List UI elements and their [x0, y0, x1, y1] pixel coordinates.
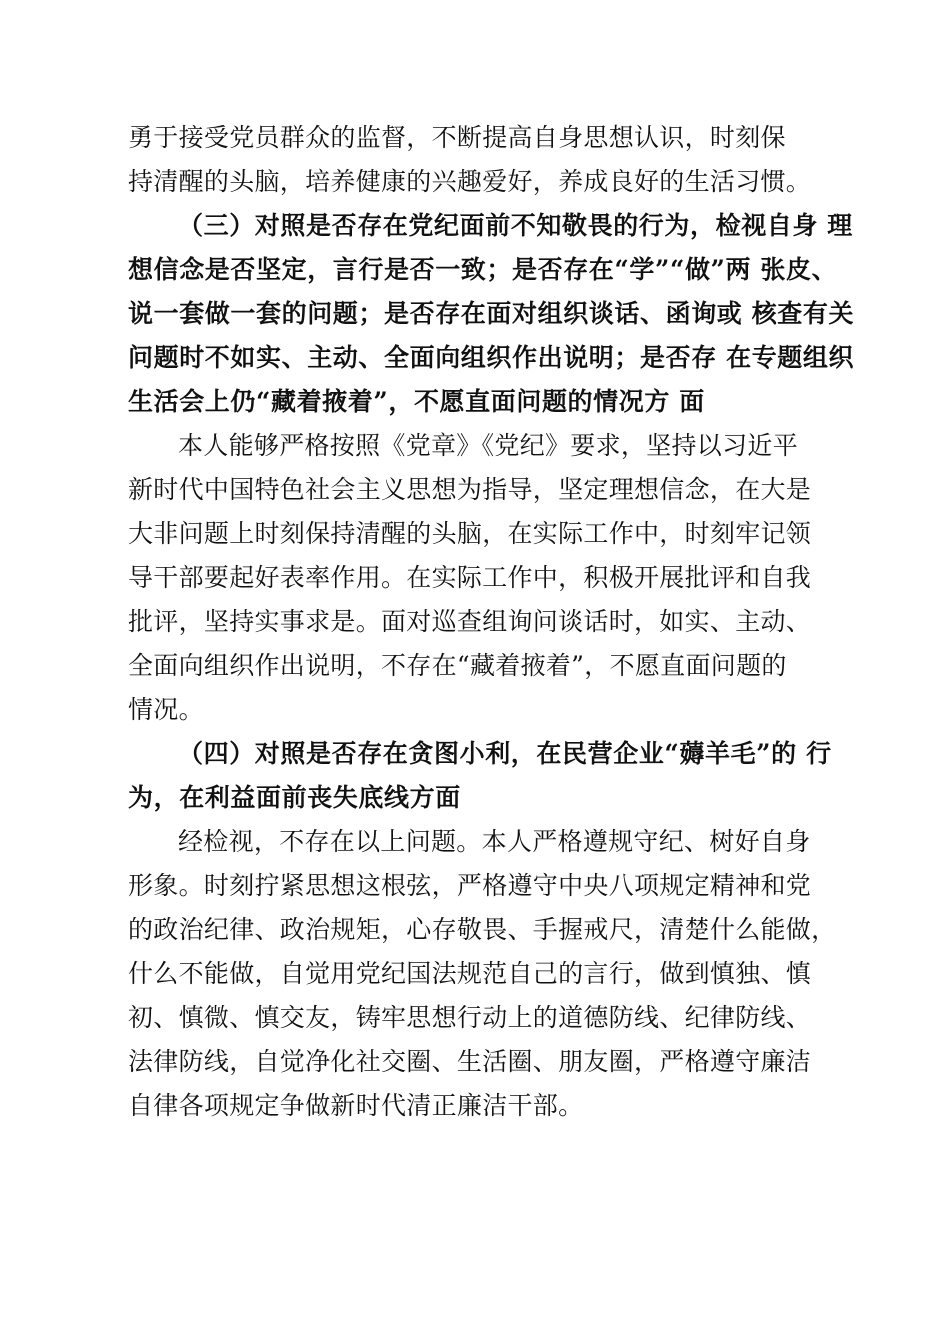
- section3-heading-line: 想信念是否坚定，言行是否一致；是否存在“学”“做”两 张皮、: [128, 255, 838, 284]
- section3-body-line: 全面向组织作出说明，不存在“藏着掖着”，不愿直面问题的: [128, 651, 787, 680]
- intro-line: 持清醒的头脑，培养健康的兴趣爱好，养成良好的生活习惯。: [128, 167, 812, 196]
- section4-body-line: 自律各项规定争做新时代清正廉洁干部。: [128, 1091, 584, 1120]
- section3-body-line: 导干部要起好表率作用。在实际工作中，积极开展批评和自我: [128, 563, 812, 592]
- section3-body-line: 新时代中国特色社会主义思想为指导，坚定理想信念，在大是: [128, 475, 812, 504]
- section3-body-line: 本人能够严格按照《党章》《党纪》要求，坚持以习近平: [178, 431, 799, 460]
- section4-body-line: 的政治纪律、政治规矩，心存敬畏、手握戒尺，清楚什么能做，: [128, 915, 837, 944]
- section4-heading-line: 为，在利益面前丧失底线方面: [128, 783, 461, 812]
- section4-body-line: 什么不能做，自觉用党纪国法规范自己的言行，做到慎独、慎: [128, 959, 812, 988]
- intro-line: 勇于接受党员群众的监督，不断提高自身思想认识，时刻保: [128, 123, 786, 152]
- section3-heading-line: （三）对照是否存在党纪面前不知敬畏的行为，检视自身 理: [178, 211, 853, 240]
- section4-body-line: 经检视，不存在以上问题。本人严格遵规守纪、树好自身: [178, 827, 811, 856]
- section4-body-line: 法律防线，自觉净化社交圈、生活圈、朋友圈，严格遵守廉洁: [128, 1047, 812, 1076]
- section3-heading-line: 问题时不如实、主动、全面向组织作出说明；是否存 在专题组织: [128, 343, 855, 372]
- section4-body-line: 形象。时刻拧紧思想这根弦，严格遵守中央八项规定精神和党: [128, 871, 812, 900]
- section3-heading-line: 生活会上仍“藏着掖着”，不愿直面问题的情况方 面: [128, 387, 705, 416]
- section3-body-line: 大非问题上时刻保持清醒的头脑，在实际工作中，时刻牢记领: [128, 519, 812, 548]
- section3-body-line: 批评，坚持实事求是。面对巡查组询问谈话时，如实、主动、: [128, 607, 812, 636]
- section4-body-line: 初、慎微、慎交友，铸牢思想行动上的道德防线、纪律防线、: [128, 1003, 812, 1032]
- section3-heading-line: 说一套做一套的问题；是否存在面对组织谈话、函询或 核查有关: [128, 299, 855, 328]
- section4-heading-line: （四）对照是否存在贪图小利，在民营企业“薅羊毛”的 行: [178, 739, 832, 768]
- section3-body-line: 情况。: [128, 695, 204, 724]
